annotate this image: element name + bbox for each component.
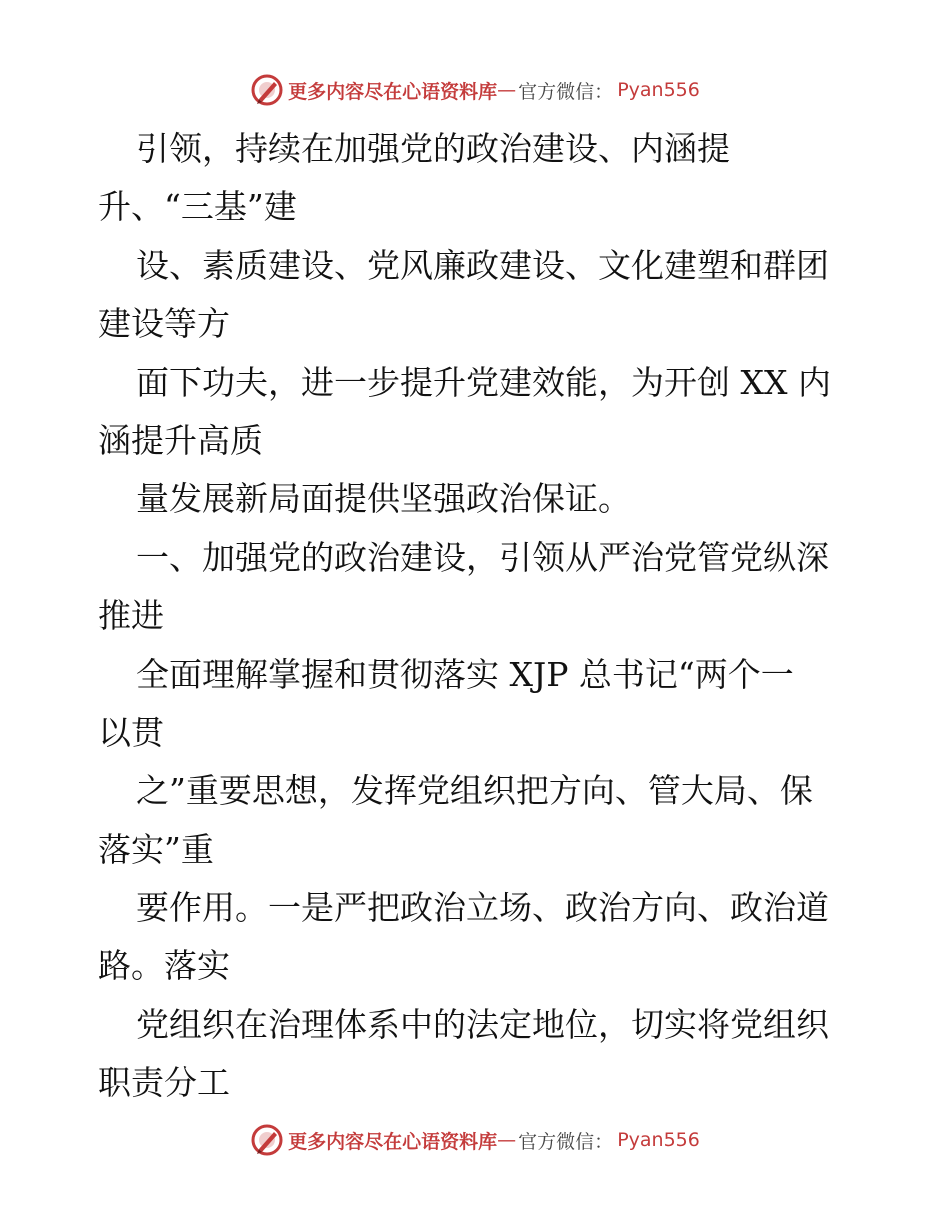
- text-line: 建设等方: [98, 304, 230, 344]
- text-line: 面下功夫，进一步提升党建效能，为开创 XX 内: [136, 362, 831, 402]
- footer-banner: [0, 1120, 950, 1160]
- text-line: 一、加强党的政治建设，引领从严治党管党纵深: [136, 537, 829, 577]
- text-line: 推进: [98, 596, 164, 636]
- header-dash: —: [497, 79, 517, 101]
- text-line: 路。落实: [98, 946, 230, 986]
- text-line: 全面理解掌握和贯彻落实 XJP 总书记“两个一: [136, 654, 794, 694]
- text-line: 职责分工: [98, 1063, 230, 1103]
- text-line: 落实”重: [98, 829, 214, 869]
- text-line: 之”重要思想，发挥党组织把方向、管大局、保: [136, 771, 813, 811]
- footer-site-name: 更多内容尽在心语资料库: [288, 1130, 498, 1153]
- text-line: 党组织在治理体系中的法定地位，切实将党组织: [136, 1004, 829, 1044]
- text-line: 以贯: [98, 712, 164, 752]
- header-wechat-label: 官方微信：: [518, 80, 614, 103]
- text-line: 要作用。一是严把政治立场、政治方向、政治道: [136, 888, 829, 928]
- document-body: [0, 120, 950, 1113]
- header-banner: [0, 70, 950, 110]
- text-line: 量发展新局面提供坚强政治保证。: [136, 479, 631, 519]
- header-site-name: 更多内容尽在心语资料库: [288, 80, 498, 103]
- text-line: 设、素质建设、党风廉政建设、文化建塑和群团: [136, 245, 829, 285]
- text-line: 引领，持续在加强党的政治建设、内涵提: [136, 129, 730, 168]
- footer-wechat-label: 官方微信：: [518, 1130, 614, 1153]
- pen-logo-icon: [250, 1123, 284, 1157]
- header-wechat-id: Pyan556: [617, 79, 700, 101]
- footer-dash: —: [497, 1129, 517, 1151]
- pen-logo-icon: [250, 73, 284, 107]
- text-line: 升、“三基”建: [98, 187, 297, 227]
- text-line: 涵提升高质: [98, 420, 263, 460]
- footer-wechat-id: Pyan556: [617, 1129, 700, 1151]
